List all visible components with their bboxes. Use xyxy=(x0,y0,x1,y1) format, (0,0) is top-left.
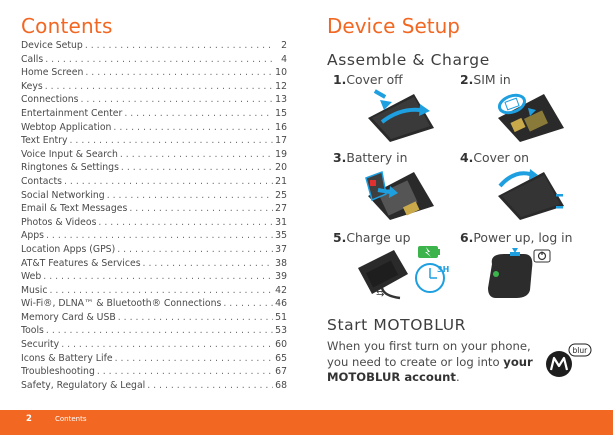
step-4-label: 4.Cover on xyxy=(460,150,529,165)
toc-entry-label: Keys xyxy=(21,80,43,92)
toc-entry[interactable] xyxy=(21,297,287,311)
toc-entry-label: Wi-Fi®, DLNA™ & Bluetooth® Connections xyxy=(21,298,222,310)
toc-entry[interactable] xyxy=(21,352,287,366)
toc-entry[interactable] xyxy=(21,39,287,53)
toc-leader-dots xyxy=(97,365,273,379)
toc-entry[interactable] xyxy=(21,311,287,325)
toc-leader-dots xyxy=(147,379,273,393)
toc-entry[interactable] xyxy=(21,107,287,121)
toc-leader-dots xyxy=(115,352,273,366)
toc-entry-label: Security xyxy=(21,339,60,351)
toc-leader-dots xyxy=(98,216,273,230)
sim-in-illustration xyxy=(490,88,570,144)
toc-entry-label: Social Networking xyxy=(21,189,105,201)
toc-leader-dots xyxy=(46,229,273,243)
toc-entry-page: 10 xyxy=(275,67,287,79)
toc-entry-label: Contacts xyxy=(21,175,63,187)
toc-entry[interactable] xyxy=(21,66,287,80)
footer-page-number: 2 xyxy=(26,414,32,424)
toc-entry-page: 38 xyxy=(275,257,287,269)
toc-leader-dots xyxy=(124,107,273,121)
toc-entry[interactable] xyxy=(21,257,287,271)
toc-leader-dots xyxy=(129,202,273,216)
battery-in-illustration xyxy=(360,166,440,222)
contents-title: Contents xyxy=(21,14,113,38)
step-5-label: 5.Charge up xyxy=(333,230,411,245)
toc-entry-label: Connections xyxy=(21,94,79,106)
toc-entry-label: Calls xyxy=(21,53,44,65)
toc-leader-dots xyxy=(143,257,273,271)
toc-entry-page: 31 xyxy=(275,216,287,228)
toc-leader-dots xyxy=(85,39,273,53)
toc-leader-dots xyxy=(49,284,273,298)
toc-leader-dots xyxy=(61,338,273,352)
motoblur-heading: Start MOTOBLUR xyxy=(327,316,467,334)
toc-leader-dots xyxy=(107,189,273,203)
toc-entry-label: Home Screen xyxy=(21,67,84,79)
toc-entry[interactable] xyxy=(21,175,287,189)
footer-section-label: Contents xyxy=(55,415,87,423)
toc-leader-dots xyxy=(117,243,273,257)
toc-entry-label: AT&T Features & Services xyxy=(21,257,141,269)
toc-entry-page: 17 xyxy=(275,135,287,147)
toc-entry[interactable] xyxy=(21,148,287,162)
toc-entry-label: Voice Input & Search xyxy=(21,148,118,160)
toc-leader-dots xyxy=(113,121,273,135)
toc-entry-page: 20 xyxy=(275,162,287,174)
step-3-label: 3.Battery in xyxy=(333,150,408,165)
footer-bar xyxy=(0,410,613,435)
toc-entry[interactable] xyxy=(21,202,287,216)
toc-entry-label: Music xyxy=(21,284,48,296)
toc-entry[interactable] xyxy=(21,338,287,352)
toc-entry[interactable] xyxy=(21,284,287,298)
toc-leader-dots xyxy=(45,80,273,94)
table-of-contents xyxy=(21,39,287,392)
toc-leader-dots xyxy=(118,311,273,325)
toc-leader-dots xyxy=(70,134,274,148)
toc-entry-page: 53 xyxy=(275,325,287,337)
toc-entry-page: 35 xyxy=(275,230,287,242)
toc-entry-label: Entertainment Center xyxy=(21,107,123,119)
toc-entry-page: 60 xyxy=(275,339,287,351)
toc-entry[interactable] xyxy=(21,379,287,393)
toc-entry-label: Device Setup xyxy=(21,40,83,51)
toc-entry-page: 21 xyxy=(275,175,287,187)
toc-entry-page: 2 xyxy=(281,40,287,51)
toc-entry-page: 37 xyxy=(275,243,287,255)
toc-entry-page: 4 xyxy=(281,53,287,65)
toc-entry-page: 46 xyxy=(275,298,287,310)
toc-entry-label: Apps xyxy=(21,230,45,242)
device-setup-title: Device Setup xyxy=(327,14,460,38)
toc-entry-label: Webtop Application xyxy=(21,121,112,133)
toc-entry-label: Photos & Videos xyxy=(21,216,97,228)
toc-entry[interactable] xyxy=(21,93,287,107)
toc-entry-label: Web xyxy=(21,271,42,283)
toc-entry-page: 16 xyxy=(275,121,287,133)
toc-entry[interactable] xyxy=(21,80,287,94)
toc-entry-label: Email & Text Messages xyxy=(21,203,128,215)
toc-entry-page: 12 xyxy=(275,80,287,92)
assemble-charge-heading: Assemble & Charge xyxy=(327,51,490,69)
toc-leader-dots xyxy=(223,297,273,311)
toc-entry-page: 51 xyxy=(275,311,287,323)
cover-on-illustration xyxy=(490,166,570,222)
toc-leader-dots xyxy=(43,270,273,284)
cover-off-illustration xyxy=(360,88,440,144)
toc-entry[interactable] xyxy=(21,121,287,135)
toc-entry-page: 19 xyxy=(275,148,287,160)
toc-leader-dots xyxy=(120,148,273,162)
toc-entry[interactable] xyxy=(21,229,287,243)
step-2-label: 2.SIM in xyxy=(460,72,511,87)
toc-leader-dots xyxy=(80,93,273,107)
toc-entry[interactable] xyxy=(21,216,287,230)
toc-entry-label: Troubleshooting xyxy=(21,366,95,378)
toc-entry[interactable] xyxy=(21,270,287,284)
toc-entry[interactable] xyxy=(21,365,287,379)
toc-entry[interactable] xyxy=(21,134,287,148)
toc-entry-page: 68 xyxy=(275,379,287,391)
motorola-logo-icon xyxy=(543,342,595,382)
toc-entry-label: Safety, Regulatory & Legal xyxy=(21,379,146,391)
toc-leader-dots xyxy=(46,324,273,338)
toc-entry-page: 65 xyxy=(275,352,287,364)
toc-entry-page: 27 xyxy=(275,203,287,215)
toc-leader-dots xyxy=(64,175,273,189)
charge-time-label: 3H xyxy=(437,265,450,274)
toc-entry[interactable] xyxy=(21,324,287,338)
toc-entry-label: Tools xyxy=(21,325,44,337)
step-6-label: 6.Power up, log in xyxy=(460,230,573,245)
toc-leader-dots xyxy=(85,66,273,80)
blur-badge: blur xyxy=(572,346,588,355)
charge-up-illustration xyxy=(354,244,450,302)
toc-entry-page: 25 xyxy=(275,189,287,201)
motoblur-description: When you first turn on your phone, you need to create or log into your MOTOBLUR account. xyxy=(327,339,533,385)
toc-entry-label: Ringtones & Settings xyxy=(21,162,119,174)
toc-entry-page: 39 xyxy=(275,271,287,283)
toc-entry-label: Memory Card & USB xyxy=(21,311,116,323)
toc-entry[interactable] xyxy=(21,53,287,67)
toc-entry-page: 42 xyxy=(275,284,287,296)
step-1-label: 1.Cover off xyxy=(333,72,403,87)
power-up-illustration xyxy=(482,244,562,302)
toc-leader-dots xyxy=(121,161,273,175)
svg-text:⇆: ⇆ xyxy=(376,288,385,299)
toc-entry-label: Location Apps (GPS) xyxy=(21,243,116,255)
toc-entry[interactable] xyxy=(21,243,287,257)
toc-entry-label: Icons & Battery Life xyxy=(21,352,113,364)
toc-entry[interactable] xyxy=(21,189,287,203)
toc-entry[interactable] xyxy=(21,161,287,175)
toc-entry-page: 15 xyxy=(275,107,287,119)
toc-entry-page: 13 xyxy=(275,94,287,106)
toc-leader-dots xyxy=(45,53,273,67)
toc-entry-page: 67 xyxy=(275,366,287,378)
toc-entry-label: Text Entry xyxy=(21,135,68,147)
